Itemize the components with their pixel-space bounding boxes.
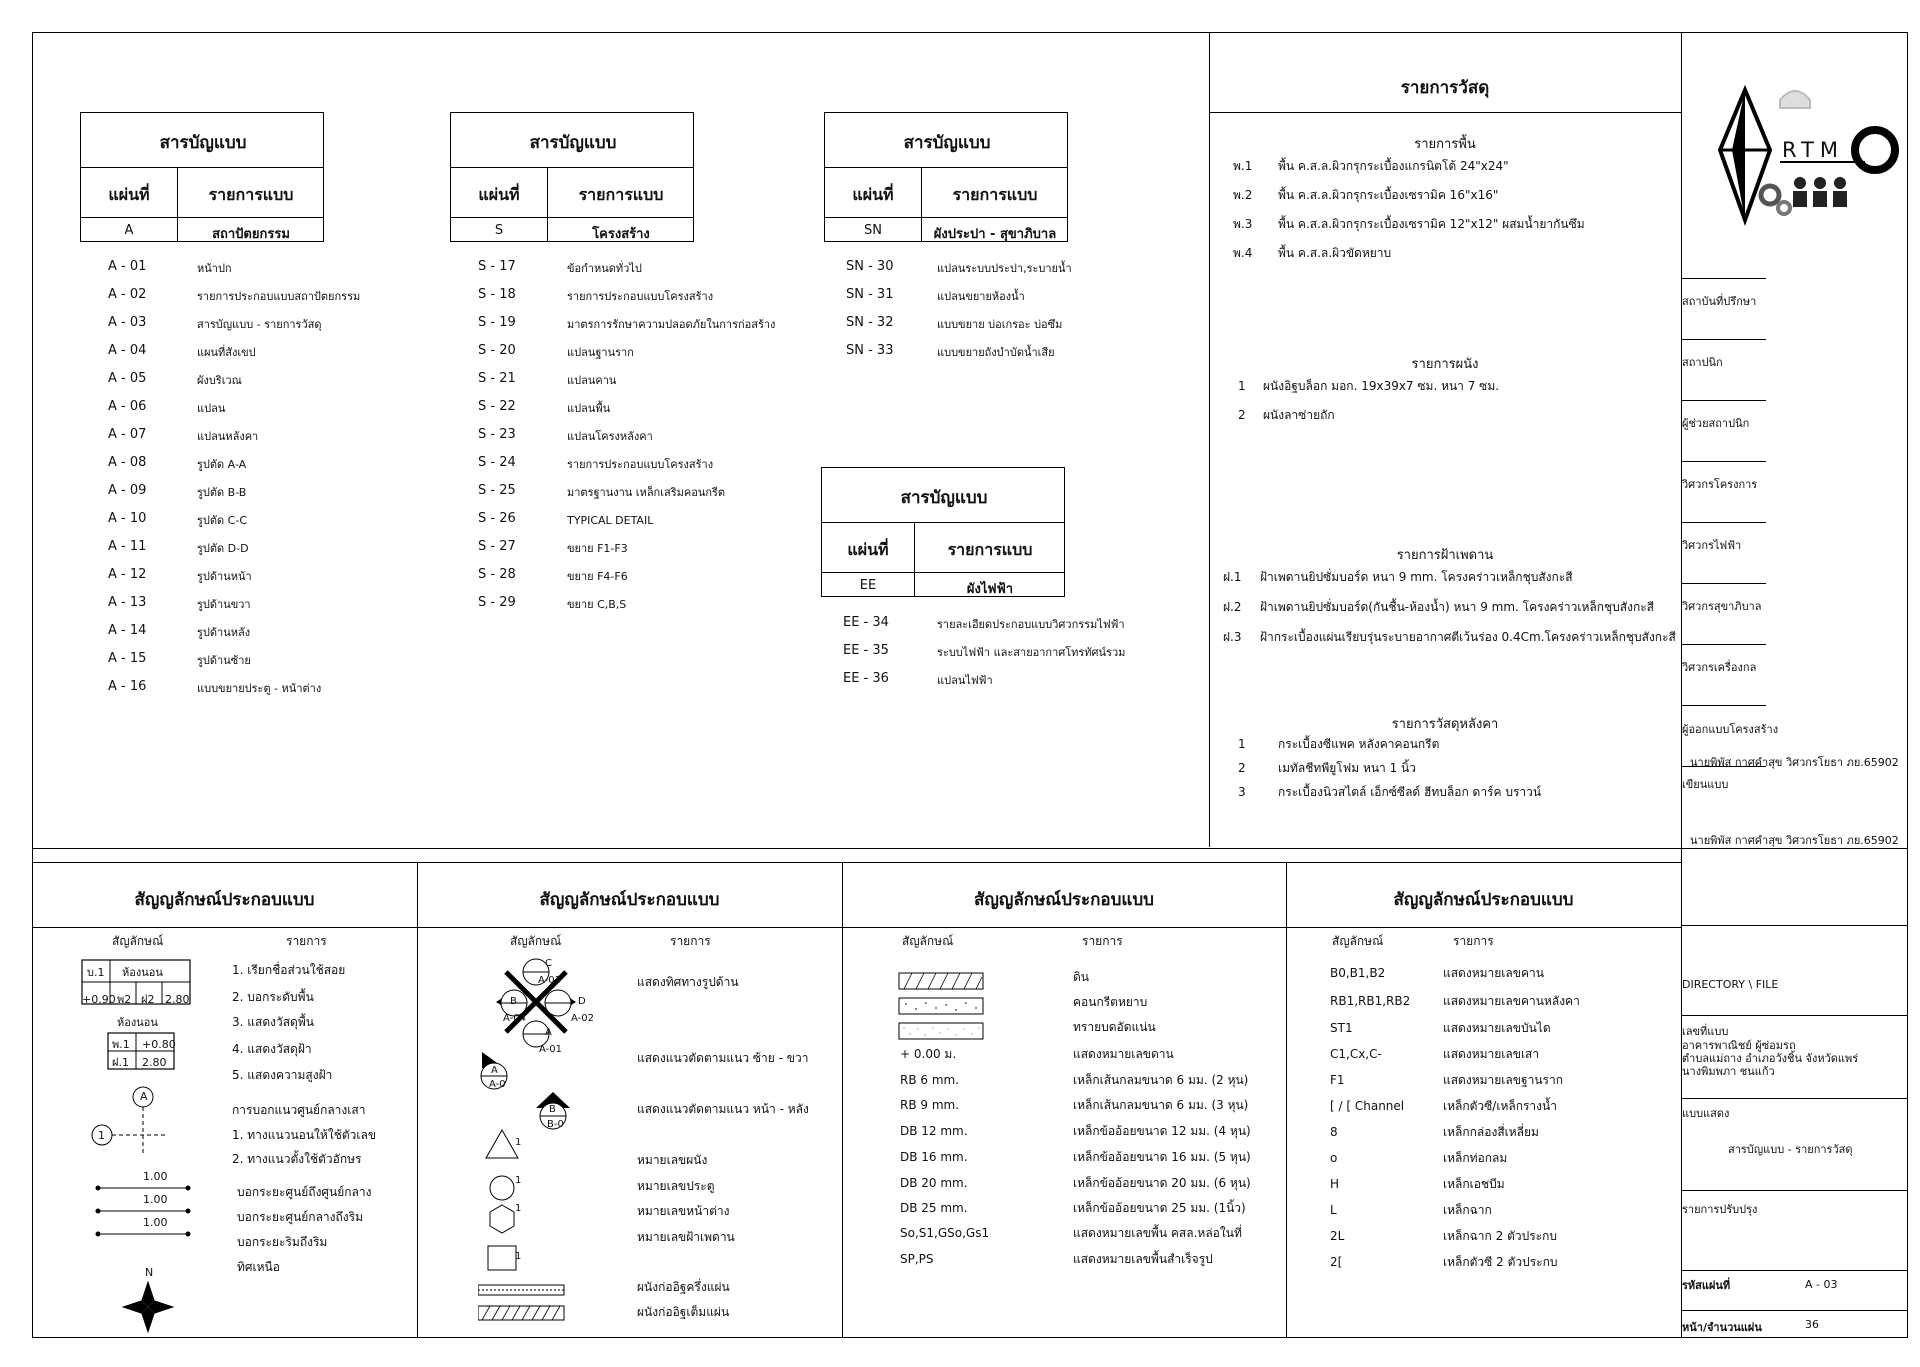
index-sheet-name: ขยาย F4-F6 — [567, 570, 628, 583]
index-sheet-code: S - 26 — [478, 511, 516, 526]
legend-col-symbol: สัญลักษณ์ — [1332, 934, 1384, 948]
material-code: พ.3 — [1233, 217, 1253, 231]
index-table-s — [450, 112, 694, 242]
legend1-symbol-text: พ2 — [117, 993, 132, 1006]
index-sheet-name: รูปด้านขวา — [197, 598, 251, 611]
index-sheet-code: S - 20 — [478, 343, 516, 358]
project-line: นางพิมพภา ชนแก้ว — [1682, 1065, 1775, 1078]
material-desc: พื้น ค.ส.ล.ผิวขัดหยาบ — [1278, 246, 1392, 260]
legend-symbol-code: RB1,RB1,RB2 — [1330, 994, 1411, 1008]
index-sheet-name: แปลนขยายห้องน้ำ — [937, 290, 1025, 303]
legend2-symbol-text: A-01 — [539, 1044, 562, 1055]
index-sheet-name: แบบขยาย บ่อเกรอะ บ่อซึม — [937, 318, 1063, 331]
materials-group-title: รายการวัสดุหลังคา — [1391, 717, 1499, 732]
material-code: 2 — [1238, 408, 1246, 422]
sheet-code: A - 03 — [1805, 1278, 1838, 1291]
index-sheet-name: รูปตัด C-C — [197, 514, 248, 527]
index-sheet-code: A - 11 — [108, 539, 147, 554]
index-sheet-name: รูปตัด D-D — [197, 542, 249, 555]
index-col-item: รายการแบบ — [947, 540, 1033, 559]
legend-symbol-code: C1,Cx,C- — [1330, 1047, 1382, 1061]
legend-item: เหล็กกล่องสี่เหลี่ยม — [1443, 1125, 1539, 1139]
legend-symbol-code: 2L — [1330, 1229, 1345, 1243]
index-sheet-code: A - 09 — [108, 483, 147, 498]
legend-title: สัญญลักษณ์ประกอบแบบ — [134, 890, 315, 910]
legend-col-item: รายการ — [1453, 934, 1494, 948]
legend-item: ดิน — [1073, 970, 1089, 984]
titleblock-row-divider — [1681, 1015, 1908, 1016]
legend1-symbol-text: 2.80 — [142, 1056, 167, 1069]
legend-item: แสดงหมายเลขคานหลังคา — [1443, 994, 1580, 1008]
revision-label: รายการปรับปรุง — [1682, 1203, 1758, 1216]
index-sheet-code: S - 25 — [478, 483, 516, 498]
legend-item: การบอกแนวศูนย์กลางเสา — [232, 1103, 366, 1117]
legend2-symbol-text: A — [491, 1065, 498, 1076]
legend-title: สัญญลักษณ์ประกอบแบบ — [974, 890, 1154, 910]
index-sheet-code: S - 27 — [478, 539, 516, 554]
index-sheet-name: รูปตัด A-A — [197, 458, 247, 471]
index-col-sheet: แผ่นที่ — [108, 185, 150, 204]
index-sheet-name: แปลนโครงหลังคา — [567, 430, 653, 443]
legend2-symbol-text: B — [549, 1104, 556, 1115]
legend2-symbol-text: A-02 — [571, 1013, 594, 1024]
index-sheet-name: สารบัญแบบ - รายการวัสดุ — [197, 318, 322, 331]
titleblock-label-4: วิศวกรไฟฟ้า — [1682, 539, 1742, 552]
index-group-name: ผังไฟฟ้า — [966, 582, 1014, 597]
titleblock-row-divider — [1681, 1098, 1908, 1099]
index-title: สารบัญแบบ — [903, 133, 991, 153]
index-sheet-name: ระบบไฟฟ้า และสายอากาศโทรทัศน์รวม — [937, 646, 1126, 659]
legend-col-symbol: สัญลักษณ์ — [510, 934, 562, 948]
legend-symbol-code: 8 — [1330, 1125, 1338, 1139]
index-sheet-code: A - 02 — [108, 287, 147, 302]
drafter-name: นายพิพัส กาศคำสุข วิศวกรโยธา ภย.65902 — [1690, 834, 1899, 847]
legend-item: บอกระยะศูนย์ถึงศูนย์กลาง — [237, 1185, 372, 1199]
index-sheet-name: แปลนฐานราก — [567, 346, 634, 359]
legend-item: แสดงหมายเลขพื้นสำเร็จรูป — [1073, 1252, 1213, 1266]
material-desc: ฝ้ากระเบื้องแผ่นเรียบรุ่นระบายอากาศตีเว้นร่อง 0.4Cm.โครงคร่าวเหล็กชุบสังกะสี — [1260, 630, 1676, 644]
legend1-symbol-text: +0.90 — [82, 993, 116, 1006]
divider-legend-top2 — [32, 862, 1681, 863]
legend-item: เหล็กท่อกลม — [1443, 1151, 1508, 1165]
legend-item: แสดงหมายเลขบันได — [1443, 1021, 1551, 1035]
legend2-symbols — [478, 950, 588, 1330]
index-sheet-name: หน้าปก — [197, 262, 232, 275]
titleblock-separator — [1682, 278, 1766, 279]
material-desc: ผนังอิฐบล็อก มอก. 19x39x7 ซม. หนา 7 ซม. — [1263, 379, 1500, 393]
legend-item: แสดงทิศทางรูปด้าน — [637, 975, 739, 989]
legend-item: เหล็กฉาก 2 ตัวประกบ — [1443, 1229, 1557, 1243]
legend-symbol-code: + 0.00 ม. — [900, 1047, 957, 1061]
index-group-name: โครงสร้าง — [592, 227, 650, 242]
divider-legend-head — [32, 927, 1681, 928]
material-code: พ.4 — [1233, 246, 1253, 260]
legend2-symbol-text: 1 — [515, 1175, 522, 1186]
index-sheet-code: A - 05 — [108, 371, 147, 386]
legend-item: แสดงแนวตัดตามแนว ซ้าย - ขวา — [637, 1051, 809, 1065]
designer-name: นายพิพัส กาศคำสุข วิศวกรโยธา ภย.65902 — [1690, 756, 1899, 769]
index-group-code: SN — [864, 223, 882, 238]
index-sheet-code: A - 03 — [108, 315, 147, 330]
legend-item: แสดงหมายเลขฐานราก — [1443, 1073, 1563, 1087]
legend-item: 1. เรียกชื่อส่วนใช้สอย — [232, 963, 346, 977]
legend-item: 3. แสดงวัสดุพื้น — [232, 1015, 314, 1029]
legend-item: เหล็กเส้นกลมขนาด 6 มม. (3 หุน) — [1073, 1098, 1249, 1112]
legend2-symbol-text: A-03 — [538, 975, 561, 986]
index-sheet-name: แผนที่สังเขป — [197, 346, 256, 359]
material-code: ฝ.3 — [1223, 630, 1242, 644]
index-table-sn — [824, 112, 1068, 242]
legend-symbol-code: o — [1330, 1151, 1338, 1165]
legend3-swatches — [898, 972, 988, 1042]
legend-symbol-code: DB 12 mm. — [900, 1124, 968, 1138]
directory-label: DIRECTORY \ FILE — [1682, 978, 1779, 991]
legend-item: เหล็กตัวซี 2 ตัวประกบ — [1443, 1255, 1558, 1269]
material-desc: ฝ้าเพดานยิปซั่มบอร์ด หนา 9 mm. โครงคร่าวเหล็กชุบสังกะสี — [1260, 570, 1573, 584]
titleblock-separator — [1682, 644, 1766, 645]
index-sheet-code: A - 10 — [108, 511, 147, 526]
legend-item: แสดงแนวตัดตามแนว หน้า - หลัง — [637, 1102, 809, 1116]
titleblock-separator — [1682, 339, 1766, 340]
legend-title: สัญญลักษณ์ประกอบแบบ — [1393, 890, 1574, 910]
project-line: ตำบลแม่ถาง อำเภอวังชิ้น จังหวัดแพร่ — [1682, 1052, 1859, 1065]
legend1-symbol-text: ฝ2 — [141, 993, 155, 1006]
titleblock-label-7: ผู้ออกแบบโครงสร้าง — [1682, 723, 1779, 736]
material-code: 1 — [1238, 379, 1246, 393]
legend-item: ทิศเหนือ — [237, 1260, 280, 1274]
titleblock-label-5: วิศวกรสุขาภิบาล — [1682, 600, 1762, 613]
legend-symbol-code: RB 6 mm. — [900, 1073, 960, 1087]
index-sheet-code: SN - 32 — [846, 315, 894, 330]
index-sheet-name: ขยาย F1-F3 — [567, 542, 628, 555]
titleblock-row-divider — [1681, 848, 1908, 849]
index-sheet-name: ข้อกำหนดทั่วไป — [567, 262, 642, 275]
legend-col-item: รายการ — [670, 934, 711, 948]
legend-item: แสดงหมายเลขพื้น คสล.หล่อในที่ — [1073, 1226, 1242, 1240]
index-sheet-code: A - 04 — [108, 343, 147, 358]
legend2-symbol-text: A-04 — [503, 1013, 526, 1024]
index-sheet-code: S - 19 — [478, 315, 516, 330]
legend-col-item: รายการ — [286, 934, 327, 948]
legend2-symbol-text: C — [545, 958, 552, 969]
index-group-code: S — [494, 223, 504, 238]
material-desc: เมทัลชีทพียูโฟม หนา 1 นิ้ว — [1278, 761, 1416, 775]
materials-group-title: รายการผนัง — [1411, 357, 1479, 372]
index-col-item: รายการแบบ — [952, 185, 1038, 204]
legend-item: หมายเลขประตู — [637, 1179, 715, 1193]
titleblock-row-divider — [1681, 1270, 1908, 1271]
legend1-symbol-text: 1 — [98, 1129, 105, 1142]
legend1-symbol-text: 1.00 — [143, 1193, 168, 1206]
legend-symbol-code: F1 — [1330, 1073, 1345, 1087]
titleblock-row-divider — [1681, 925, 1908, 926]
legend-item: เหล็กฉาก — [1443, 1203, 1492, 1217]
material-code: พ.2 — [1233, 188, 1253, 202]
legend-item: 2. บอกระดับพื้น — [232, 990, 314, 1004]
legend-symbol-code: DB 20 mm. — [900, 1176, 968, 1190]
materials-group-title: รายการฝ้าเพดาน — [1396, 548, 1494, 563]
titleblock-separator — [1682, 522, 1766, 523]
index-sheet-name: มาตรการรักษาความปลอดภัยในการก่อสร้าง — [567, 318, 776, 331]
index-sheet-code: S - 22 — [478, 399, 516, 414]
material-code: 2 — [1238, 761, 1246, 775]
index-col-sheet: แผ่นที่ — [478, 185, 520, 204]
legend1-symbol-text: ห้องนอน — [122, 966, 163, 979]
legend-item: คอนกรีตหยาบ — [1073, 995, 1148, 1009]
titleblock-label-3: วิศวกรโครงการ — [1682, 478, 1758, 491]
legend-item: เหล็กเอชบีม — [1443, 1177, 1505, 1191]
legend-symbol-code: So,S1,GSo,Gs1 — [900, 1226, 990, 1240]
legend2-symbol-text: A — [545, 1027, 552, 1038]
legend2-symbol-text: B — [510, 996, 517, 1007]
index-sheet-name: แบบขยายประตู - หน้าต่าง — [197, 682, 322, 695]
index-sheet-name: ผังบริเวณ — [197, 374, 242, 387]
index-sheet-code: A - 06 — [108, 399, 147, 414]
titleblock-label-0: สถาบันที่ปรึกษา — [1682, 295, 1757, 308]
divider-legend-3 — [1286, 862, 1287, 1338]
legend-col-item: รายการ — [1082, 934, 1123, 948]
index-sheet-name: แปลนไฟฟ้า — [937, 674, 993, 687]
legend2-symbol-text: A-0 — [489, 1079, 506, 1090]
legend1-symbol-text: N — [145, 1266, 154, 1279]
legend-item: เหล็กข้ออ้อยขนาด 16 มม. (5 หุน) — [1073, 1150, 1251, 1164]
index-sheet-name: แปลนพื้น — [567, 402, 611, 415]
legend-item: เหล็กข้ออ้อยขนาด 20 มม. (6 หุน) — [1073, 1176, 1251, 1190]
material-code: 3 — [1238, 785, 1246, 799]
legend-item: หมายเลขหน้าต่าง — [637, 1204, 730, 1218]
index-sheet-name: ขยาย C,B,S — [567, 598, 627, 611]
index-sheet-code: SN - 33 — [846, 343, 894, 358]
legend-symbol-code: DB 25 mm. — [900, 1201, 968, 1215]
index-sheet-name: มาตรฐานงาน เหล็กเสริมคอนกรีต — [567, 486, 726, 499]
legend-symbol-code: RB 9 mm. — [900, 1098, 960, 1112]
pages: 36 — [1805, 1318, 1819, 1331]
titleblock-separator — [1682, 705, 1766, 706]
legend-item: 1. ทางแนวนอนให้ใช้ตัวเลข — [232, 1128, 377, 1142]
material-desc: ผนังลาซ่ายถัก — [1263, 408, 1335, 422]
index-sheet-name: รายการประกอบแบบโครงสร้าง — [567, 458, 714, 471]
legend-item: เหล็กเส้นกลมขนาด 6 มม. (2 หุน) — [1073, 1073, 1249, 1087]
index-sheet-code: S - 24 — [478, 455, 516, 470]
pages-label: หน้า/จำนวนแผ่น — [1682, 1321, 1762, 1334]
legend2-symbol-text: 1 — [515, 1251, 522, 1262]
titleblock-separator — [1682, 766, 1766, 767]
index-sheet-name: แปลนคาน — [567, 374, 617, 387]
legend1-symbol-text: 1.00 — [143, 1170, 168, 1183]
titleblock-separator — [1682, 583, 1766, 584]
divider-legend-1 — [417, 862, 418, 1338]
legend1-symbol-text: 2.80 — [165, 993, 190, 1006]
legend1-symbol-text: พ.1 — [112, 1038, 130, 1051]
legend-col-symbol: สัญลักษณ์ — [112, 934, 164, 948]
index-sheet-code: A - 07 — [108, 427, 147, 442]
index-sheet-code: A - 01 — [108, 259, 147, 274]
legend-item: ผนังก่ออิฐเต็มแผ่น — [637, 1305, 730, 1319]
index-table-ee — [821, 467, 1065, 597]
index-col-sheet: แผ่นที่ — [847, 540, 889, 559]
legend-symbol-code: DB 16 mm. — [900, 1150, 968, 1164]
legend1-symbol-text: 1.00 — [143, 1216, 168, 1229]
project-line: อาคารพาณิชย์ ผู้ซ่อมรถ — [1682, 1039, 1796, 1052]
titleblock-separator — [1682, 400, 1766, 401]
divider-materials-head — [1209, 112, 1681, 113]
material-desc: พื้น ค.ส.ล.ผิวกรุกระเบื้องเซรามิค 12"x12" ผสมน้ำยากันซึม — [1278, 217, 1585, 231]
titleblock-separator — [1682, 461, 1766, 462]
titleblock-label-6: วิศวกรเครื่องกล — [1682, 661, 1757, 674]
legend1-symbol-text: บ.1 — [87, 966, 105, 979]
legend-item: 4. แสดงวัสดุฝ้า — [232, 1042, 312, 1056]
index-sheet-name: รูปด้านหน้า — [197, 570, 252, 583]
index-sheet-name: รูปด้านซ้าย — [197, 654, 251, 667]
project-label: เลขที่แบบ — [1682, 1025, 1729, 1038]
legend-item: หมายเลขผนัง — [637, 1153, 708, 1167]
index-title: สารบัญแบบ — [529, 133, 617, 153]
material-code: พ.1 — [1233, 159, 1253, 173]
legend2-symbol-text: 1 — [515, 1137, 522, 1148]
index-sheet-name: TYPICAL DETAIL — [567, 514, 654, 527]
legend2-symbol-text: D — [578, 996, 586, 1007]
index-title: สารบัญแบบ — [900, 488, 988, 508]
index-group-name: สถาปัตยกรรม — [212, 227, 290, 242]
legend-item: แสดงหมายเลขดาน — [1073, 1047, 1174, 1061]
divider-titleblock — [1681, 32, 1682, 1338]
material-desc: ฝ้าเพดานยิปซั่มบอร์ด(กันชื้น-ห้องน้ำ) หนา 9 mm. โครงคร่าวเหล็กชุบสังกะสี — [1260, 600, 1654, 614]
index-sheet-name: รายการประกอบแบบโครงสร้าง — [567, 290, 714, 303]
titleblock-row-divider — [1681, 1310, 1908, 1311]
index-table-a — [80, 112, 324, 242]
index-sheet-name: รายละเอียดประกอบแบบวิศวกรรมไฟฟ้า — [937, 618, 1125, 631]
index-sheet-code: S - 18 — [478, 287, 516, 302]
sheet-code-label: รหัสแผ่นที่ — [1682, 1279, 1731, 1292]
legend-symbol-code: L — [1330, 1203, 1337, 1217]
index-sheet-code: S - 21 — [478, 371, 516, 386]
index-sheet-name: รูปตัด B-B — [197, 486, 247, 499]
material-code: ฝ.2 — [1223, 600, 1242, 614]
legend1-symbol-text: ห้องนอน — [117, 1016, 158, 1029]
index-sheet-code: SN - 30 — [846, 259, 894, 274]
material-desc: พื้น ค.ส.ล.ผิวกรุกระเบื้องแกรนิตโต้ 24"x24" — [1278, 159, 1509, 173]
index-group-code: EE — [859, 578, 877, 593]
index-sheet-code: SN - 31 — [846, 287, 894, 302]
index-sheet-code: EE - 36 — [843, 671, 889, 686]
legend-col-symbol: สัญลักษณ์ — [902, 934, 954, 948]
index-sheet-code: A - 15 — [108, 651, 147, 666]
legend-item: บอกระยะศูนย์กลางถึงริม — [237, 1210, 364, 1224]
legend-item: 2. ทางแนวตั้งใช้ตัวอักษร — [232, 1152, 362, 1166]
legend-item: ผนังก่ออิฐครึ่งแผ่น — [637, 1280, 730, 1294]
legend-item: 5. แสดงความสูงฝ้า — [232, 1068, 333, 1082]
material-code: 1 — [1238, 737, 1246, 751]
material-desc: พื้น ค.ส.ล.ผิวกรุกระเบื้องเซรามิค 16"x16" — [1278, 188, 1499, 202]
index-sheet-code: S - 23 — [478, 427, 516, 442]
index-group-code: A — [124, 223, 134, 238]
index-sheet-name: แปลนระบบประปา,ระบายน้ำ — [937, 262, 1072, 275]
legend-symbol-code: ST1 — [1330, 1021, 1353, 1035]
titleblock-label-1: สถาปนิก — [1682, 356, 1723, 369]
index-sheet-code: S - 29 — [478, 595, 516, 610]
index-sheet-name: แปลน — [197, 402, 226, 415]
legend-item: แสดงหมายเลขคาน — [1443, 966, 1544, 980]
index-sheet-name: แบบขยายถังบำบัดน้ำเสีย — [937, 346, 1055, 359]
drawing-label: แบบแสดง — [1682, 1107, 1730, 1120]
drawing-name: สารบัญแบบ - รายการวัสดุ — [1728, 1143, 1853, 1156]
index-sheet-code: A - 13 — [108, 595, 147, 610]
divider-legend-top — [32, 848, 1681, 849]
drafter-label: เขียนแบบ — [1682, 778, 1729, 791]
legend2-symbol-text: 1 — [515, 1203, 522, 1214]
materials-title: รายการวัสดุ — [1400, 78, 1490, 98]
index-sheet-code: A - 12 — [108, 567, 147, 582]
titleblock-row-divider — [1681, 1190, 1908, 1191]
materials-group-title: รายการพื้น — [1414, 137, 1476, 152]
index-sheet-code: EE - 34 — [843, 615, 889, 630]
legend-item: แสดงหมายเลขเสา — [1443, 1047, 1540, 1061]
legend-item: บอกระยะริมถึงริม — [237, 1235, 328, 1249]
index-sheet-code: S - 17 — [478, 259, 516, 274]
legend1-symbol-text: ฝ.1 — [112, 1056, 129, 1069]
material-desc: กระเบื้องซีแพค หลังคาคอนกรีต — [1278, 737, 1440, 751]
index-sheet-code: A - 16 — [108, 679, 147, 694]
legend2-symbol-text: B-0 — [547, 1119, 564, 1130]
index-sheet-code: A - 14 — [108, 623, 147, 638]
legend-title: สัญญลักษณ์ประกอบแบบ — [539, 890, 720, 910]
index-sheet-code: EE - 35 — [843, 643, 889, 658]
legend-symbol-code: H — [1330, 1177, 1340, 1191]
index-sheet-name: แปลนหลังคา — [197, 430, 259, 443]
legend-item: เหล็กข้ออ้อยขนาด 12 มม. (4 หุน) — [1073, 1124, 1251, 1138]
logo-text: RTM — [1782, 138, 1845, 162]
material-desc: กระเบื้องนิวสไตล์ เอ็กซ์ซีลด์ ฮีทบล็อก ดาร์ค บราวน์ — [1278, 785, 1542, 799]
index-sheet-name: รูปด้านหลัง — [197, 626, 251, 639]
legend1-symbol-text: +0.80 — [142, 1038, 176, 1051]
legend-symbol-code: 2[ — [1330, 1255, 1343, 1269]
index-col-sheet: แผ่นที่ — [852, 185, 894, 204]
material-code: ฝ.1 — [1223, 570, 1242, 584]
legend-item: ทรายบดอัดแน่น — [1073, 1020, 1156, 1034]
legend-symbol-code: [ / [ Channel — [1330, 1099, 1405, 1113]
index-col-item: รายการแบบ — [208, 185, 294, 204]
index-col-item: รายการแบบ — [578, 185, 664, 204]
index-group-name: ผังประปา - สุขาภิบาล — [933, 227, 1057, 242]
legend-symbol-code: SP,PS — [900, 1252, 934, 1266]
index-sheet-code: A - 08 — [108, 455, 147, 470]
index-sheet-code: S - 28 — [478, 567, 516, 582]
index-sheet-name: รายการประกอบแบบสถาปัตยกรรม — [197, 290, 361, 303]
legend1-symbol-text: A — [140, 1090, 148, 1103]
legend-item: เหล็กข้ออ้อยขนาด 25 มม. (1นิ้ว) — [1073, 1201, 1246, 1215]
legend-item: เหล็กตัวซี/เหล็กรางน้ำ — [1443, 1099, 1557, 1113]
titleblock-label-2: ผู้ช่วยสถาปนิก — [1682, 417, 1750, 430]
index-title: สารบัญแบบ — [159, 133, 247, 153]
legend-item: หมายเลขฝ้าเพดาน — [637, 1230, 735, 1244]
legend-symbol-code: B0,B1,B2 — [1330, 966, 1386, 980]
divider-legend-2 — [842, 862, 843, 1338]
